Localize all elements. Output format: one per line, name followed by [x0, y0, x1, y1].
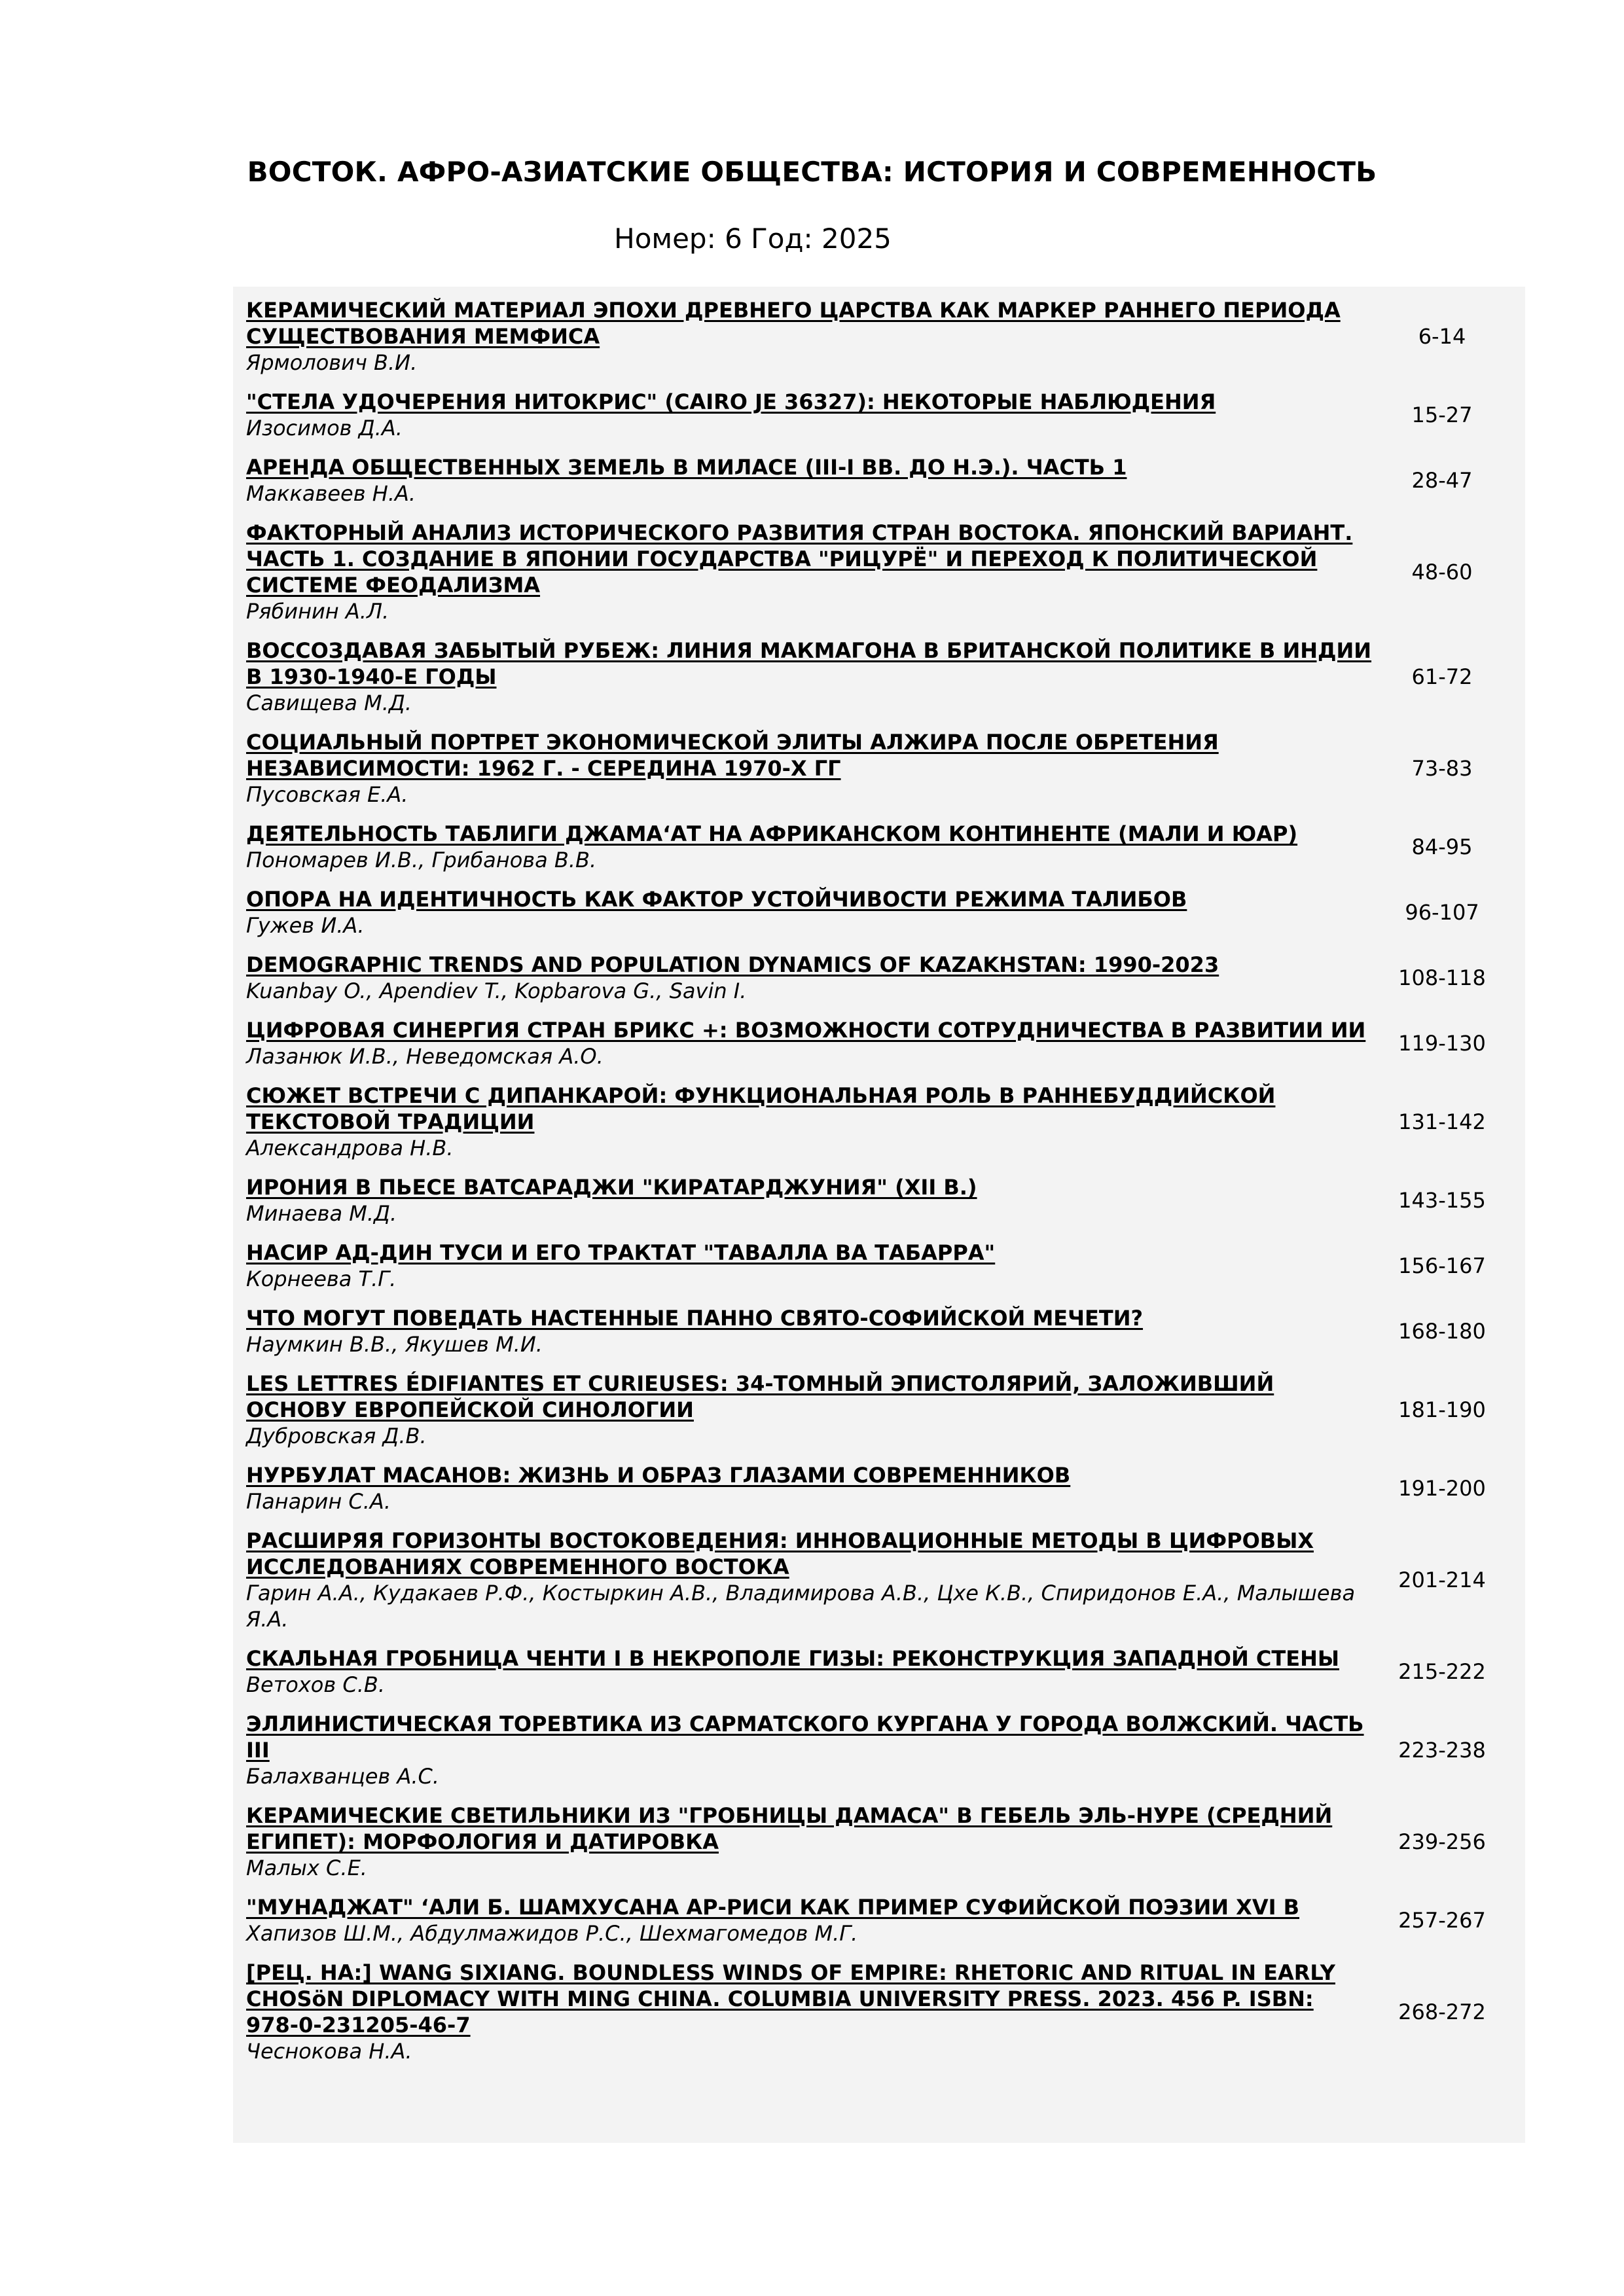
toc-row-text: [246, 952, 1372, 1004]
article-pages: 61-72: [1411, 664, 1473, 689]
toc-row: [246, 297, 1512, 376]
article-authors: Малых С.Е.: [246, 1856, 367, 1880]
article-authors: Ветохов С.В.: [246, 1672, 386, 1697]
toc-row-text: [246, 637, 1372, 716]
article-title-link[interactable]: ЧТО МОГУТ ПОВЕДАТЬ НАСТЕННЫЕ ПАННО СВЯТО-СОФИЙСКОЙ МЕЧЕТИ?: [246, 1306, 1144, 1331]
toc-row: [246, 1645, 1512, 1698]
article-title-link[interactable]: СЮЖЕТ ВСТРЕЧИ С ДИПАНКАРОЙ: ФУНКЦИОНАЛЬНАЯ РОЛЬ В РАННЕБУДДИЙСКОЙ ТЕКСТОВОЙ ТРАДИЦИИ: [246, 1083, 1276, 1134]
toc-row-text: [246, 1305, 1372, 1357]
article-pages: 28-47: [1411, 468, 1473, 493]
toc-row-text: [246, 454, 1372, 507]
toc-row-text: [246, 389, 1372, 441]
toc-row: [246, 952, 1512, 1004]
article-authors: Маккавеев Н.А.: [246, 481, 416, 506]
table-of-contents: [246, 297, 1512, 2077]
toc-row-text: [246, 1711, 1372, 1789]
toc-row: [246, 1528, 1512, 1632]
article-title-link[interactable]: НАСИР АД-ДИН ТУСИ И ЕГО ТРАКТАТ "ТАВАЛЛА ВА ТАБАРРА": [246, 1240, 996, 1265]
toc-row-text: [246, 1017, 1372, 1069]
article-title-link[interactable]: "МУНАДЖАТ" ‘АЛИ Б. ШАМХУСАНА АР-РИСИ КАК ПРИМЕР СУФИЙСКОЙ ПОЭЗИИ XVI В: [246, 1895, 1300, 1920]
article-authors: Минаева М.Д.: [246, 1201, 397, 1226]
article-pages: 223-238: [1398, 1738, 1486, 1763]
toc-row: [246, 1960, 1512, 2064]
article-pages: 6-14: [1418, 324, 1466, 349]
toc-row-text: [246, 1083, 1372, 1161]
article-authors: Ярмолович В.И.: [246, 350, 418, 375]
article-authors: Хапизов Ш.М., Абдулмажидов Р.С., Шехмагомедов М.Г.: [246, 1921, 858, 1946]
article-authors: Савищева М.Д.: [246, 691, 412, 715]
article-pages: 73-83: [1411, 756, 1473, 781]
toc-row: [246, 1017, 1512, 1069]
toc-row-text: [246, 729, 1372, 808]
article-authors: Балахванцев А.С.: [246, 1764, 440, 1789]
article-authors: Гарин А.А., Кудакаев Р.Ф., Костыркин А.В., Владимирова А.В., Цхе К.В., Спиридонов Е.А., Малышева Я.А.: [246, 1581, 1356, 1632]
article-authors: Наумкин В.В., Якушев М.И.: [246, 1332, 543, 1357]
article-pages: 257-267: [1398, 1908, 1486, 1933]
toc-row: [246, 1240, 1512, 1292]
article-authors: Пономарев И.В., Грибанова В.В.: [246, 848, 597, 872]
article-title-link[interactable]: LES LETTRES ÉDIFIANTES ET CURIEUSES: 34-ТОМНЫЙ ЭПИСТОЛЯРИЙ, ЗАЛОЖИВШИЙ ОСНОВУ ЕВРОПЕЙСКОЙ СИНОЛОГИИ: [246, 1371, 1274, 1422]
article-authors: Александрова Н.В.: [246, 1136, 454, 1160]
article-pages: 131-142: [1398, 1109, 1486, 1134]
toc-row: [246, 1174, 1512, 1227]
toc-row-text: [246, 1645, 1372, 1698]
toc-row: [246, 1371, 1512, 1449]
article-authors: Пусовская Е.А.: [246, 782, 408, 807]
article-pages: 48-60: [1411, 560, 1473, 584]
toc-row-text: [246, 1462, 1372, 1515]
toc-row: [246, 389, 1512, 441]
article-title-link[interactable]: ДЕЯТЕЛЬНОСТЬ ТАБЛИГИ ДЖАМА‘АТ НА АФРИКАНСКОМ КОНТИНЕНТЕ (МАЛИ И ЮАР): [246, 821, 1298, 846]
article-authors: Дубровская Д.В.: [246, 1424, 427, 1448]
article-authors: Чеснокова Н.А.: [246, 2039, 412, 2064]
toc-row: [246, 1083, 1512, 1161]
article-pages: 15-27: [1411, 403, 1473, 427]
article-pages: 143-155: [1398, 1188, 1486, 1213]
toc-row-text: [246, 1803, 1372, 1881]
toc-row: [246, 886, 1512, 939]
article-authors: Гужев И.А.: [246, 913, 365, 938]
article-title-link[interactable]: ЭЛЛИНИСТИЧЕСКАЯ ТОРЕВТИКА ИЗ САРМАТСКОГО КУРГАНА У ГОРОДА ВОЛЖСКИЙ. ЧАСТЬ III: [246, 1712, 1364, 1763]
article-pages: 156-167: [1398, 1253, 1486, 1278]
toc-row: [246, 1803, 1512, 1881]
article-title-link[interactable]: КЕРАМИЧЕСКИЕ СВЕТИЛЬНИКИ ИЗ "ГРОБНИЦЫ ДАМАСА" В ГЕБЕЛЬ ЭЛЬ-НУРЕ (СРЕДНИЙ ЕГИПЕТ): МОРФОЛОГИЯ И ДАТИРОВКА: [246, 1803, 1333, 1854]
toc-row-text: [246, 1960, 1372, 2064]
article-title-link[interactable]: ИРОНИЯ В ПЬЕСЕ ВАТСАРАДЖИ "КИРАТАРДЖУНИЯ" (XII В.): [246, 1175, 977, 1200]
journal-title: ВОСТОК. АФРО-АЗИАТСКИЕ ОБЩЕСТВА: ИСТОРИЯ И СОВРЕМЕННОСТЬ: [247, 156, 1377, 188]
toc-row-text: [246, 297, 1372, 376]
article-pages: 239-256: [1398, 1829, 1486, 1854]
article-pages: 201-214: [1398, 1568, 1486, 1592]
article-pages: 268-272: [1398, 2000, 1486, 2024]
toc-row-text: [246, 1528, 1372, 1632]
article-title-link[interactable]: DEMOGRAPHIC TRENDS AND POPULATION DYNAMICS OF KAZAKHSTAN: 1990-2023: [246, 952, 1219, 977]
toc-row-text: [246, 520, 1372, 624]
article-title-link[interactable]: СОЦИАЛЬНЫЙ ПОРТРЕТ ЭКОНОМИЧЕСКОЙ ЭЛИТЫ АЛЖИРА ПОСЛЕ ОБРЕТЕНИЯ НЕЗАВИСИМОСТИ: 1962 Г. - СЕРЕДИНА 1970-Х ГГ: [246, 730, 1219, 781]
toc-row: [246, 1711, 1512, 1789]
toc-row: [246, 1462, 1512, 1515]
article-title-link[interactable]: ФАКТОРНЫЙ АНАЛИЗ ИСТОРИЧЕСКОГО РАЗВИТИЯ СТРАН ВОСТОКА. ЯПОНСКИЙ ВАРИАНТ. ЧАСТЬ 1. СОЗДАНИЕ В ЯПОНИИ ГОСУДАРСТВА "РИЦУРЁ" И ПЕРЕХОД К ПОЛИТИЧЕСКОЙ СИСТЕМЕ ФЕОДАЛИЗМА: [246, 520, 1353, 598]
toc-row: [246, 454, 1512, 507]
article-title-link[interactable]: НУРБУЛАТ МАСАНОВ: ЖИЗНЬ И ОБРАЗ ГЛАЗАМИ СОВРЕМЕННИКОВ: [246, 1463, 1071, 1488]
article-authors: Лазанюк И.В., Неведомская А.О.: [246, 1044, 604, 1069]
article-title-link[interactable]: КЕРАМИЧЕСКИЙ МАТЕРИАЛ ЭПОХИ ДРЕВНЕГО ЦАРСТВА КАК МАРКЕР РАННЕГО ПЕРИОДА СУЩЕСТВОВАНИЯ МЕМФИСА: [246, 298, 1341, 349]
toc-row: [246, 729, 1512, 808]
toc-row-text: [246, 821, 1372, 873]
toc-row-text: [246, 1894, 1372, 1946]
article-authors: Панарин С.А.: [246, 1489, 391, 1514]
toc-row: [246, 520, 1512, 624]
article-pages: 84-95: [1411, 834, 1473, 859]
article-pages: 181-190: [1398, 1397, 1486, 1422]
article-authors: Корнеева Т.Г.: [246, 1266, 397, 1291]
article-pages: 168-180: [1398, 1319, 1486, 1344]
toc-row-text: [246, 886, 1372, 939]
article-authors: Рябинин А.Л.: [246, 599, 389, 624]
toc-row: [246, 637, 1512, 716]
article-authors: Kuanbay O., Apendiev T., Kopbarova G., Savin I.: [246, 978, 747, 1003]
article-title-link[interactable]: "СТЕЛА УДОЧЕРЕНИЯ НИТОКРИС" (CAIRO JE 36327): НЕКОТОРЫЕ НАБЛЮДЕНИЯ: [246, 389, 1216, 414]
toc-row: [246, 821, 1512, 873]
issue-line: Номер: 6 Год: 2025: [614, 223, 892, 255]
article-title-link[interactable]: СКАЛЬНАЯ ГРОБНИЦА ЧЕНТИ I В НЕКРОПОЛЕ ГИЗЫ: РЕКОНСТРУКЦИЯ ЗАПАДНОЙ СТЕНЫ: [246, 1646, 1339, 1671]
article-pages: 215-222: [1398, 1659, 1486, 1684]
article-pages: 108-118: [1398, 965, 1486, 990]
article-title-link[interactable]: ЦИФРОВАЯ СИНЕРГИЯ СТРАН БРИКС +: ВОЗМОЖНОСТИ СОТРУДНИЧЕСТВА В РАЗВИТИИ ИИ: [246, 1018, 1366, 1043]
article-pages: 96-107: [1405, 900, 1479, 925]
article-title-link[interactable]: [РЕЦ. НА:] WANG SIXIANG. BOUNDLESS WINDS OF EMPIRE: RHETORIC AND RITUAL IN EARLY CHOSöN DIPLOMACY WITH MING CHINA. COLUMBIA UNIVERSITY PRESS. 2023. 456 P. ISBN: 978-0-231205-46-7: [246, 1960, 1335, 2037]
article-authors: Изосимов Д.А.: [246, 416, 403, 440]
article-title-link[interactable]: ОПОРА НА ИДЕНТИЧНОСТЬ КАК ФАКТОР УСТОЙЧИВОСТИ РЕЖИМА ТАЛИБОВ: [246, 887, 1187, 912]
article-pages: 191-200: [1398, 1476, 1486, 1501]
article-pages: 119-130: [1398, 1031, 1486, 1056]
article-title-link[interactable]: ВОССОЗДАВАЯ ЗАБЫТЫЙ РУБЕЖ: ЛИНИЯ МАКМАГОНА В БРИТАНСКОЙ ПОЛИТИКЕ В ИНДИИ В 1930-1940-Е ГОДЫ: [246, 638, 1372, 689]
toc-row-text: [246, 1174, 1372, 1227]
toc-row: [246, 1305, 1512, 1357]
article-title-link[interactable]: РАСШИРЯЯ ГОРИЗОНТЫ ВОСТОКОВЕДЕНИЯ: ИННОВАЦИОННЫЕ МЕТОДЫ В ЦИФРОВЫХ ИССЛЕДОВАНИЯХ СОВРЕМЕННОГО ВОСТОКА: [246, 1528, 1314, 1579]
toc-row-text: [246, 1371, 1372, 1449]
article-title-link[interactable]: АРЕНДА ОБЩЕСТВЕННЫХ ЗЕМЕЛЬ В МИЛАСЕ (III-I ВВ. ДО Н.Э.). ЧАСТЬ 1: [246, 455, 1127, 480]
toc-row-text: [246, 1240, 1372, 1292]
toc-row: [246, 1894, 1512, 1946]
